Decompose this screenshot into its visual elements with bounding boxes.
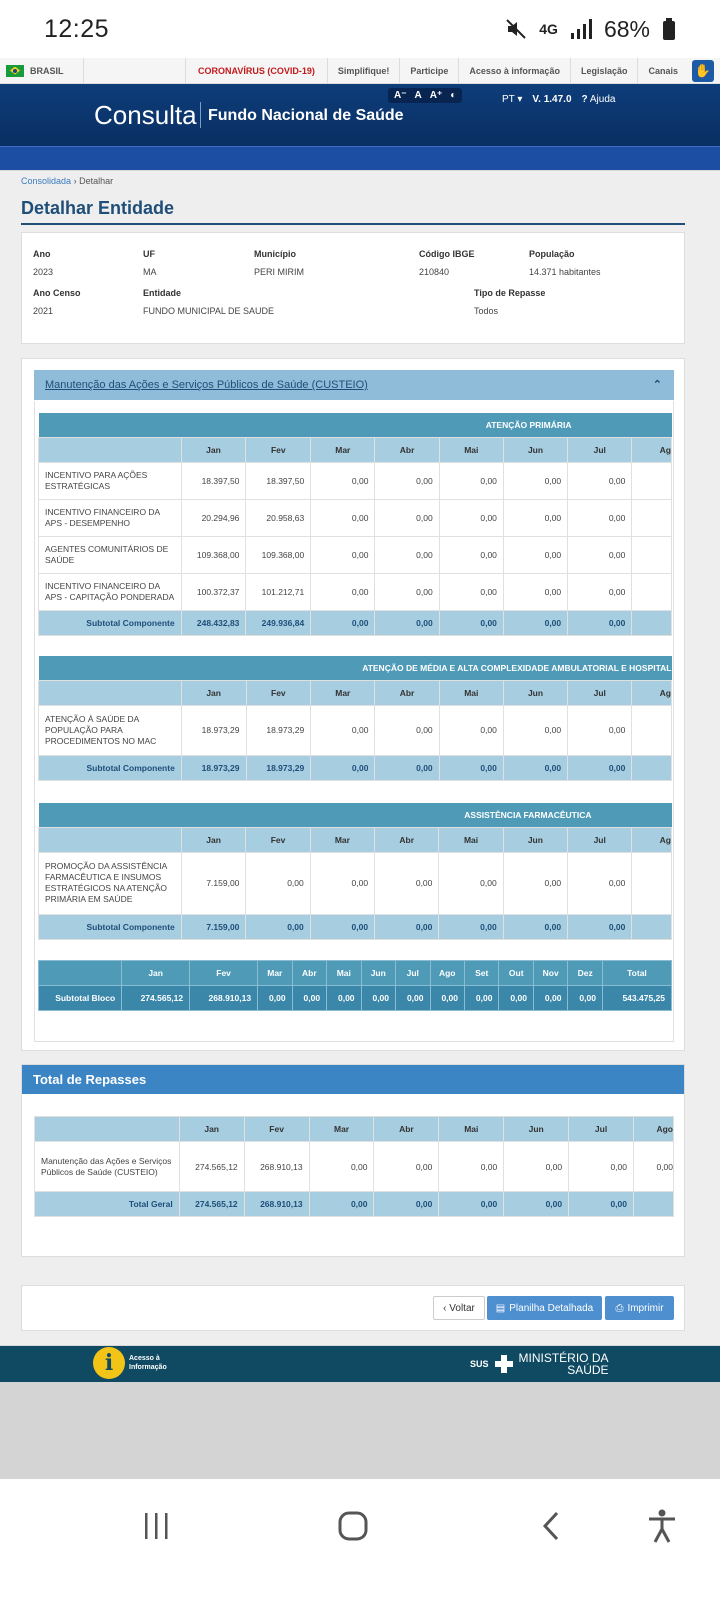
network-type: 4G: [539, 21, 558, 37]
info-label: Código IBGE: [419, 249, 475, 259]
value-cell: 0,00: [375, 610, 439, 635]
language-selector[interactable]: PT ▾: [502, 94, 523, 105]
section-table-farmaceutica: [38, 803, 672, 940]
sus-label: SUS: [470, 1359, 489, 1369]
header-cell: Jan: [181, 680, 246, 705]
table-row: [39, 705, 672, 755]
help-link[interactable]: [582, 94, 616, 105]
value-cell: [632, 755, 672, 780]
header-cell: [39, 437, 182, 462]
value-cell: 268.910,13: [244, 1192, 309, 1217]
font-reset-button[interactable]: A: [414, 90, 422, 101]
value-cell: [632, 705, 672, 755]
header-cell: Mai: [439, 1117, 504, 1142]
header-cell: [39, 961, 122, 986]
contrast-icon[interactable]: ◐: [450, 90, 457, 101]
covid-link[interactable]: CORONAVÍRUS (COVID-19): [185, 58, 327, 83]
value-cell: 0,00: [439, 1192, 504, 1217]
value-cell: 0,00: [568, 914, 632, 939]
value-cell: 18.397,50: [246, 462, 311, 499]
header-cell: Fev: [244, 1117, 309, 1142]
value-cell: 268.910,13: [190, 986, 258, 1011]
value-cell: 18.973,29: [246, 755, 311, 780]
header-cell: Fev: [190, 961, 258, 986]
value-cell: 0,00: [309, 1142, 374, 1192]
total-repasses-table: [34, 1116, 674, 1217]
section-table-atencao-primaria: [38, 413, 672, 636]
value-cell: 0,00: [439, 573, 503, 610]
value-cell: 0,00: [375, 755, 439, 780]
info-label: Tipo de Repasse: [474, 288, 546, 298]
header-cell: [35, 1117, 180, 1142]
value-cell: 0,00: [311, 536, 375, 573]
page-bottom-area: [0, 1382, 720, 1479]
value-cell: 0,00: [311, 462, 375, 499]
row-name: ATENÇÃO À SAÚDE DA POPULAÇÃO PARA PROCEDIMENTOS NO MAC: [39, 705, 182, 755]
header-divider: [200, 102, 201, 128]
battery-icon: [662, 18, 676, 40]
site-header: [0, 84, 720, 146]
header-cell: [39, 827, 182, 852]
help-icon: ?: [581, 94, 588, 105]
section-title: ASSISTÊNCIA FARMACÊUTICA: [39, 803, 672, 827]
system-nav-bar: [0, 1479, 720, 1600]
subtotal-label: Subtotal Componente: [39, 755, 182, 780]
value-cell: [632, 573, 672, 610]
gov-links: [185, 58, 688, 83]
info-ano-censo: [33, 288, 81, 316]
value-cell: 0,00: [499, 986, 533, 1011]
table-row: [39, 852, 672, 914]
info-ibge: [419, 249, 475, 277]
info-label: UF: [143, 249, 155, 259]
header-cell: Jun: [361, 961, 395, 986]
info-label: Ano Censo: [33, 288, 81, 298]
table-row: [39, 499, 672, 536]
value-cell: 268.910,13: [244, 1142, 309, 1192]
value-cell: 0,00: [568, 986, 602, 1011]
value-cell: 0,00: [375, 573, 439, 610]
header-right: [502, 94, 615, 105]
value-cell: 0,00: [310, 852, 374, 914]
value-cell: 0,00: [311, 755, 375, 780]
value-cell: 0,00: [504, 1142, 569, 1192]
value-cell: 18.973,29: [181, 705, 246, 755]
version-label: V. 1.47.0: [532, 94, 572, 105]
subtotal-bloco-table: [38, 960, 672, 1011]
value-cell: 0,00: [568, 536, 632, 573]
legislacao-link[interactable]: Legislação: [570, 58, 638, 83]
value-cell: 18.973,29: [181, 755, 246, 780]
value-cell: 0,00: [375, 852, 439, 914]
ministerio-saude-logo[interactable]: [470, 1352, 609, 1376]
bloco-accordion-body: [34, 401, 674, 1042]
info-label: Ano: [33, 249, 51, 259]
value-cell: 0,00: [568, 852, 632, 914]
actions-card: [21, 1285, 685, 1331]
total-table: [34, 1116, 674, 1217]
home-icon[interactable]: [338, 1511, 368, 1541]
row-name: INCENTIVO FINANCEIRO DA APS - DESEMPENHO: [39, 499, 182, 536]
value-cell: [632, 610, 672, 635]
planilha-label: Planilha Detalhada: [509, 1302, 594, 1314]
breadcrumb: [21, 176, 113, 186]
value-cell: 0,00: [374, 1192, 439, 1217]
subtotal-bloco: [38, 960, 672, 1011]
header-cell: Total: [602, 961, 671, 986]
value-cell: 0,00: [430, 986, 464, 1011]
value-cell: 0,00: [396, 986, 430, 1011]
printer-icon: ⎙: [615, 1302, 624, 1314]
value-cell: 0,00: [246, 852, 310, 914]
tipos-consulta-menu[interactable]: Tipos de consulta ▾: [104, 6, 190, 17]
value-cell: 0,00: [246, 914, 310, 939]
ministerio-text: [519, 1352, 609, 1376]
value-cell: 0,00: [375, 536, 439, 573]
info-populacao: [529, 249, 601, 277]
value-cell: 101.212,71: [246, 573, 311, 610]
value-cell: 109.368,00: [181, 536, 246, 573]
value-cell: 0,00: [439, 462, 503, 499]
header-cell: Fev: [246, 437, 311, 462]
value-cell: 0,00: [503, 536, 567, 573]
value-cell: 0,00: [568, 705, 632, 755]
value-cell: 0,00: [533, 986, 567, 1011]
subtotal-label: Subtotal Componente: [39, 914, 182, 939]
breadcrumb-current: Detalhar: [79, 176, 114, 186]
header-cell: Jul: [569, 1117, 634, 1142]
value-cell: 0,00: [439, 610, 503, 635]
header-cell: Jun: [503, 680, 567, 705]
header-cell: Mar: [258, 961, 292, 986]
chevron-up-icon[interactable]: ⌃: [652, 379, 662, 391]
value-cell: 0,00: [633, 1142, 673, 1192]
subtotal-row: [39, 755, 672, 780]
header-cell: Mai: [439, 827, 503, 852]
sus-cross-icon: [495, 1355, 513, 1373]
voltar-button[interactable]: ‹ Voltar: [433, 1296, 485, 1320]
value-cell: 0,00: [439, 705, 503, 755]
header-cell: Jul: [568, 680, 632, 705]
value-cell: 274.565,12: [179, 1192, 244, 1217]
mute-icon: [505, 18, 527, 40]
header-cell: Set: [464, 961, 498, 986]
ministerio-line-2: SAÚDE: [567, 1363, 609, 1377]
participe-link[interactable]: Participe: [399, 58, 458, 83]
header-cell: [39, 680, 182, 705]
gov-bar: [0, 58, 720, 84]
accessibility-icon[interactable]: [646, 1509, 678, 1543]
acesso-informacao-logo[interactable]: [93, 1347, 179, 1379]
table-row: [35, 1142, 674, 1192]
info-value: FUNDO MUNICIPAL DE SAUDE: [143, 306, 275, 316]
info-value: 210840: [419, 267, 450, 277]
total-repasses-title: Total de Repasses: [22, 1065, 684, 1094]
info-icon: i: [93, 1347, 125, 1379]
acesso-informacao-link[interactable]: Acesso à informação: [458, 58, 570, 83]
header-cell: Ag: [632, 680, 672, 705]
section-table: [38, 803, 672, 940]
info-label: Entidade: [143, 288, 182, 298]
header-cell: Ag: [632, 437, 672, 462]
value-cell: 0,00: [568, 610, 632, 635]
header-cell: Jun: [503, 827, 567, 852]
value-cell: 0,00: [503, 914, 567, 939]
value-cell: 249.936,84: [246, 610, 311, 635]
header-cell: Abr: [375, 437, 439, 462]
row-name: INCENTIVO FINANCEIRO DA APS - CAPITAÇÃO PONDERADA: [39, 573, 182, 610]
value-cell: 0,00: [375, 462, 439, 499]
section-table-media-alta: [38, 656, 672, 781]
info-label: Município: [254, 249, 296, 259]
value-cell: 0,00: [375, 914, 439, 939]
section-title: ATENÇÃO PRIMÁRIA: [39, 413, 672, 437]
subtotal-bloco-label: Subtotal Bloco: [39, 986, 122, 1011]
value-cell: [632, 462, 672, 499]
value-cell: [633, 1192, 673, 1217]
value-cell: 274.565,12: [179, 1142, 244, 1192]
entity-info-card: [21, 232, 685, 344]
page-title: Detalhar Entidade: [21, 198, 175, 218]
brazil-flag-icon: [6, 65, 24, 77]
info-value: Todos: [474, 306, 499, 316]
value-cell: 0,00: [258, 986, 292, 1011]
subtotal-label: Subtotal Componente: [39, 610, 182, 635]
info-label: População: [529, 249, 575, 259]
header-cell: Fev: [246, 680, 311, 705]
imprimir-button[interactable]: [605, 1296, 674, 1320]
value-cell: 0,00: [568, 573, 632, 610]
row-name: Manutenção das Ações e Serviços Públicos de Saúde (CUSTEIO): [35, 1142, 180, 1192]
brasil-label: BRASIL: [30, 65, 64, 76]
header-cell: Jun: [504, 1117, 569, 1142]
status-icons: [505, 16, 676, 43]
section-title: ATENÇÃO DE MÉDIA E ALTA COMPLEXIDADE AMBULATORIAL E HOSPITAL: [39, 656, 672, 680]
value-cell: 18.397,50: [181, 462, 246, 499]
breadcrumb-home[interactable]: Consolidada: [21, 176, 72, 186]
imprimir-label: Imprimir: [627, 1302, 664, 1314]
value-cell: 0,00: [309, 1192, 374, 1217]
value-cell: 0,00: [311, 499, 375, 536]
value-cell: 0,00: [568, 462, 632, 499]
value-cell: 7.159,00: [181, 914, 246, 939]
header-cell: Jun: [503, 437, 567, 462]
bloco-accordion-header[interactable]: [34, 370, 674, 400]
bloco-card: [21, 358, 685, 1051]
simplifique-link[interactable]: Simplifique!: [327, 58, 400, 83]
value-cell: 0,00: [568, 499, 632, 536]
value-cell: 18.973,29: [246, 705, 311, 755]
header-cell: Mar: [309, 1117, 374, 1142]
value-cell: 0,00: [504, 1192, 569, 1217]
planilha-detalhada-button[interactable]: [487, 1296, 602, 1320]
header-cell: Jan: [122, 961, 190, 986]
canais-link[interactable]: Canais: [637, 58, 688, 83]
value-cell: 0,00: [375, 499, 439, 536]
site-footer: [0, 1346, 720, 1382]
total-geral-label: Total Geral: [35, 1192, 180, 1217]
header-cell: Abr: [374, 1117, 439, 1142]
info-value: PERI MIRIM: [254, 267, 305, 277]
value-cell: 0,00: [503, 499, 567, 536]
header-cell: Abr: [292, 961, 326, 986]
row-name: INCENTIVO PARA AÇÕES ESTRATÉGICAS: [39, 462, 182, 499]
total-repasses-card: [21, 1064, 685, 1257]
value-cell: 20.294,96: [181, 499, 246, 536]
header-cell: Ago: [633, 1117, 673, 1142]
value-cell: 0,00: [568, 755, 632, 780]
ministerio-line-1: MINISTÉRIO DA: [518, 1351, 609, 1365]
info-value: 14.371 habitantes: [529, 267, 601, 277]
value-cell: 0,00: [439, 536, 503, 573]
header-cell: Jul: [396, 961, 430, 986]
spreadsheet-icon: ▤: [495, 1302, 506, 1314]
total-geral-row: [35, 1192, 674, 1217]
info-tipo-repasse: [474, 288, 545, 316]
table-row: [39, 536, 672, 573]
value-cell: 0,00: [439, 755, 503, 780]
value-cell: 0,00: [569, 1192, 634, 1217]
section-table: [38, 656, 672, 781]
value-cell: 0,00: [439, 852, 503, 914]
header-cell: Mar: [310, 827, 374, 852]
value-cell: 0,00: [439, 1142, 504, 1192]
header-cell: Nov: [533, 961, 567, 986]
value-cell: [632, 499, 672, 536]
value-cell: 0,00: [503, 852, 567, 914]
header-cell: Fev: [246, 827, 310, 852]
info-value: MA: [143, 267, 157, 277]
font-size-controls: [388, 88, 462, 103]
value-cell: 0,00: [503, 462, 567, 499]
row-name: AGENTES COMUNITÁRIOS DE SAÚDE: [39, 536, 182, 573]
value-cell: 0,00: [311, 573, 375, 610]
info-value: 2021: [33, 306, 54, 316]
header-cell: Mar: [311, 437, 375, 462]
info-municipio: [254, 249, 304, 277]
info-entidade: [143, 288, 274, 316]
header-cell: Dez: [568, 961, 602, 986]
value-cell: 0,00: [464, 986, 498, 1011]
value-cell: 0,00: [503, 573, 567, 610]
header-cell: Jan: [181, 437, 246, 462]
value-cell: 274.565,12: [122, 986, 190, 1011]
info-value: 2023: [33, 267, 54, 277]
signal-icon: [570, 19, 592, 39]
title-divider: [21, 223, 685, 225]
battery-percent: 68%: [603, 15, 650, 42]
status-time: 12:25: [44, 14, 110, 43]
table-row: [39, 573, 672, 610]
section-table: [38, 413, 672, 636]
header-cell: Ag: [632, 827, 672, 852]
back-icon[interactable]: [540, 1511, 562, 1541]
vlibras-accessibility-icon[interactable]: ✋: [692, 60, 714, 82]
header-cell: Abr: [375, 680, 439, 705]
header-cell: Mai: [439, 437, 503, 462]
value-cell: 0,00: [503, 755, 567, 780]
header-cell: Jan: [179, 1117, 244, 1142]
header-cell: Jan: [181, 827, 246, 852]
help-label: Ajuda: [589, 94, 616, 105]
main-content: [0, 171, 720, 1345]
font-decrease-button[interactable]: A⁻: [394, 90, 407, 101]
value-cell: 543.475,25: [602, 986, 671, 1011]
font-increase-button[interactable]: A⁺: [429, 90, 443, 101]
value-cell: 0,00: [569, 1142, 634, 1192]
value-cell: 0,00: [439, 914, 503, 939]
value-cell: 0,00: [439, 499, 503, 536]
header-cell: Ago: [430, 961, 464, 986]
value-cell: 0,00: [361, 986, 395, 1011]
app-title: Consulta: [94, 100, 197, 130]
value-cell: 0,00: [311, 610, 375, 635]
info-uf: [143, 249, 157, 277]
value-cell: 0,00: [327, 986, 361, 1011]
value-cell: 0,00: [375, 705, 439, 755]
header-cell: Jul: [568, 827, 632, 852]
subtotal-row: [39, 610, 672, 635]
value-cell: [632, 536, 672, 573]
header-cell: Abr: [375, 827, 439, 852]
value-cell: 100.372,37: [181, 573, 246, 610]
breadcrumb-sep: ›: [73, 176, 77, 186]
bloco-title[interactable]: Manutenção das Ações e Serviços Públicos de Saúde (CUSTEIO): [45, 379, 368, 391]
value-cell: 0,00: [374, 1142, 439, 1192]
value-cell: 109.368,00: [246, 536, 311, 573]
value-cell: 248.432,83: [181, 610, 246, 635]
header-cell: Mai: [327, 961, 361, 986]
value-cell: 0,00: [503, 705, 567, 755]
header-cell: Mar: [311, 680, 375, 705]
value-cell: 0,00: [503, 610, 567, 635]
value-cell: 20.958,63: [246, 499, 311, 536]
org-name: Fundo Nacional de Saúde: [208, 107, 404, 124]
info-ano: [33, 249, 53, 277]
header-cell: Jul: [568, 437, 632, 462]
header-cell: Mai: [439, 680, 503, 705]
value-cell: 0,00: [310, 914, 374, 939]
value-cell: 0,00: [292, 986, 326, 1011]
value-cell: [632, 914, 672, 939]
header-cell: Out: [499, 961, 533, 986]
recent-apps-icon[interactable]: [142, 1511, 172, 1541]
row-name: PROMOÇÃO DA ASSISTÊNCIA FARMACÊUTICA E INSUMOS ESTRATÉGICOS NA ATENÇÃO PRIMÁRIA EM SAÚDE: [39, 852, 182, 914]
table-row: [39, 462, 672, 499]
value-cell: [632, 852, 672, 914]
value-cell: 0,00: [311, 705, 375, 755]
acesso-label: Acesso à Informação: [129, 1355, 167, 1371]
brasil-link[interactable]: [0, 58, 84, 83]
value-cell: 7.159,00: [181, 852, 246, 914]
subtotal-row: [39, 914, 672, 939]
